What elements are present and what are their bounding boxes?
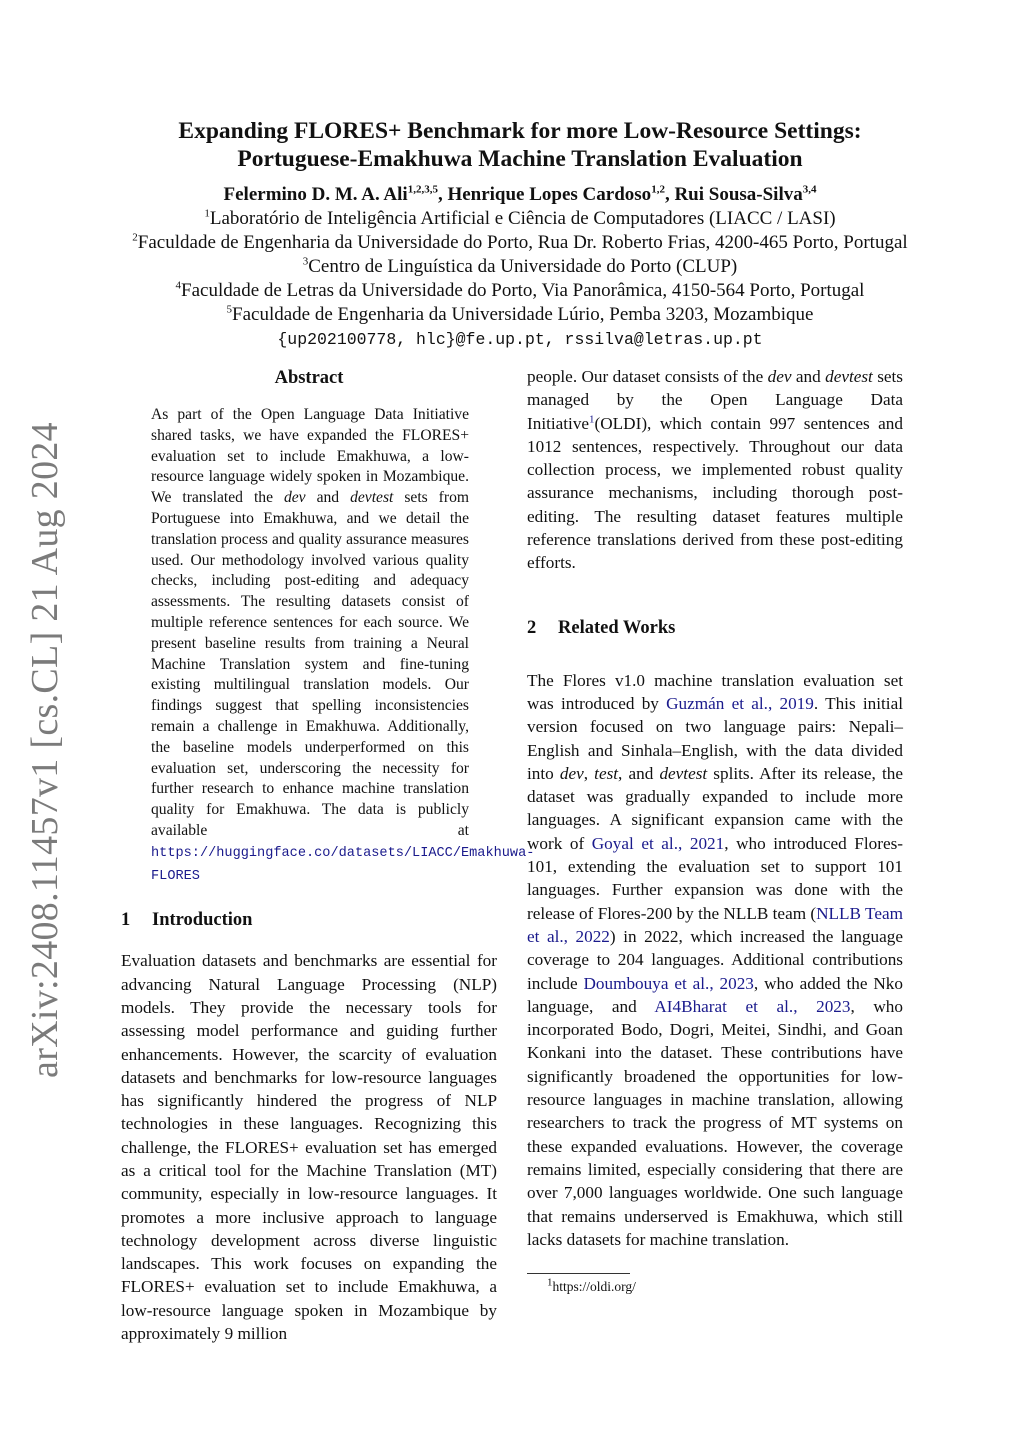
- section-title: Introduction: [152, 910, 253, 931]
- abstract-emph: dev: [283, 489, 306, 507]
- footnote-number: 1: [547, 1276, 553, 1289]
- body-emph: test: [594, 763, 619, 783]
- affiliation: [80, 231, 960, 255]
- author-affiliation-sup: 1,2: [651, 183, 665, 196]
- author-name: Rui Sousa-Silva: [674, 184, 803, 205]
- paper-header: [80, 117, 960, 352]
- section-heading-introduction: [121, 907, 497, 933]
- arxiv-sidebar: [20, 0, 70, 1448]
- footnote-text[interactable]: https://oldi.org/: [552, 1279, 636, 1295]
- intro-paragraph: Evaluation datasets and benchmarks are essential for advancing Natural Language Processing (NLP) models. They provide the necessary tools for assessing model performance and guiding further enhancements. However, the scarcity of evaluation datasets and benchmarks for low-resource languages has significantly hindered the progress of NLP technologies in these languages. Recognizing this challenge, the FLORES+ evaluation set has emerged as a critical tool for the Machine Translation (MT) community, especially in low-resource languages. It promotes a more inclusive approach to language technology development across diverse linguistic landscapes. This work focuses on expanding the FLORES+ evaluation set to include Emakhuwa, a low-resource language spoken in Mozambique by approximately 9 million: [121, 951, 497, 1344]
- body-text: ,: [583, 763, 595, 783]
- body-text: and: [791, 367, 826, 386]
- affiliation-text: Centro de Linguística da Universidade do Porto (CLUP): [308, 256, 738, 277]
- footnote-marker[interactable]: 1: [589, 412, 595, 425]
- intro-paragraph-continued: [527, 365, 903, 575]
- section-number: 1: [121, 910, 131, 931]
- title-line-1: Expanding FLORES+ Benchmark for more Low-Resource Settings:: [178, 118, 862, 144]
- author-name: Felermino D. M. A. Ali: [223, 184, 408, 205]
- affiliation: [80, 279, 960, 303]
- related-works-paragraph: [527, 669, 903, 1251]
- body-text: , who incorporated Bodo, Dogri, Meitei, Sindhi, and Goan Konkani into the dataset. These contributions have significantly broadened the opportunities for low-resource languages in machine translation, allowing researchers to track the progress of MT systems on these expanded evaluations. However, the coverage remains limited, especially considering that there are over 7,000 languages worldwide. One such language that remains underserved is Emakhuwa, which still lacks datasets for machine translation.: [527, 996, 903, 1249]
- author-name: Henrique Lopes Cardoso: [447, 184, 652, 205]
- paper-title: [80, 117, 960, 173]
- body-text: , who added the Nko language, and: [527, 973, 903, 1016]
- citation-link[interactable]: Guzmán et al., 2019: [666, 693, 814, 713]
- affiliation-text: Faculdade de Engenharia da Universidade Lúrio, Pemba 3203, Mozambique: [232, 304, 814, 325]
- abstract-text: As part of the Open Language Data Initiative shared tasks, we have expanded the FLORES+ evaluation set to include Emakhuwa, a low-resource language widely spoken in Mozambique. We translated the: [151, 406, 469, 507]
- body-text: people. Our dataset consists of the: [527, 367, 768, 386]
- affiliation: [80, 255, 960, 279]
- footnote-rule: [527, 1273, 630, 1274]
- footnote-area: [527, 1273, 903, 1296]
- body-text: , and: [618, 763, 660, 783]
- section-number: 2: [527, 617, 537, 638]
- body-text: sets managed by the Open Language Data Initiative: [527, 367, 903, 433]
- citation-link[interactable]: Goyal et al., 2021: [591, 833, 725, 853]
- author-list: [80, 183, 960, 207]
- left-column: [121, 365, 535, 1345]
- affiliation-number: 3: [302, 255, 309, 268]
- citation-link[interactable]: NLLB Team et al., 2022: [527, 903, 903, 946]
- author-affiliation-sup: 3,4: [802, 183, 817, 196]
- right-column: [527, 365, 903, 1296]
- affiliation-number: 4: [175, 279, 182, 292]
- body-text: The Flores v1.0 machine translation evaluation set was introduced by: [527, 670, 903, 713]
- body-text: (OLDI), which contain 997 sentences and 1012 sentences, respectively. Throughout our data collection process, we implemented robust quality assurance mechanisms, including thorough post-editing. The resulting dataset features multiple reference translations derived from these post-editing efforts.: [527, 413, 903, 573]
- abstract-text: sets from Portuguese into Emakhuwa, and we detail the translation process and quality assurance measures used. Our methodology involved various quality checks, including post-editing and adequacy assessments. The resulting datasets consist of multiple reference sentences for each source. We present baseline results from training a Neural Machine Translation system and fine-tuning existing multilingual translation models. Our findings suggest that spelling inconsistencies remain a challenge in Emakhuwa. Additionally, the baseline models underperformed on this evaluation set, underscoring the necessity for further research to enhance machine translation quality for Emakhuwa. The data is publicly available at: [151, 489, 469, 839]
- body-text: splits. After its release, the dataset was gradually expanded to include more languages. A significant expansion came with the work of: [527, 763, 903, 853]
- title-line-2: Portuguese-Emakhuwa Machine Translation Evaluation: [237, 146, 803, 172]
- body-emph: devtest: [825, 367, 873, 386]
- section-title: Related Works: [558, 617, 676, 638]
- author-separator: ,: [664, 184, 675, 205]
- affiliation: [80, 207, 960, 231]
- abstract-emph: devtest: [350, 489, 394, 507]
- affiliation-number: 1: [204, 207, 210, 220]
- footnote: [547, 1278, 903, 1296]
- body-emph: dev: [767, 367, 792, 386]
- body-text: , who introduced Flores-101, extending the evaluation set to support 101 languages. Further expansion was done with the release of Flores-200 by the NLLB team (: [527, 833, 903, 923]
- affiliation-number: 2: [132, 231, 138, 244]
- author-emails: {up202100778, hlc}@fe.up.pt, rssilva@letras.up.pt: [277, 330, 763, 349]
- affiliation-number: 5: [226, 303, 233, 316]
- abstract-body: [151, 405, 535, 887]
- arxiv-identifier: arXiv:2408.11457v1 [cs.CL] 21 Aug 2024: [24, 422, 66, 1078]
- author-separator: ,: [437, 184, 448, 205]
- affiliation: [80, 303, 960, 327]
- dataset-url-link[interactable]: https://huggingface.co/datasets/LIACC/Emakhuwa-FLORES: [151, 845, 535, 884]
- affiliation-text: Laboratório de Inteligência Artificial e Ciência de Computadores (LIACC / LASI): [209, 208, 836, 229]
- abstract-heading: Abstract: [274, 368, 344, 388]
- abstract-text: and: [305, 489, 351, 507]
- citation-link[interactable]: AI4Bharat et al., 2023: [654, 996, 851, 1016]
- body-text: ) in 2022, which increased the language coverage to 204 languages. Additional contributions include: [527, 926, 903, 993]
- citation-link[interactable]: Doumbouya et al., 2023: [583, 973, 754, 993]
- body-emph: dev: [559, 763, 584, 783]
- body-emph: devtest: [659, 763, 708, 783]
- affiliation-text: Faculdade de Letras da Universidade do Porto, Via Panorâmica, 4150-564 Porto, Portugal: [181, 280, 865, 301]
- affiliation-text: Faculdade de Engenharia da Universidade do Porto, Rua Dr. Roberto Frias, 4200-465 Porto, Portugal: [137, 232, 908, 253]
- section-heading-related-works: [527, 615, 903, 641]
- body-text: . This initial version focused on two language pairs: Nepali–English and Sinhala–English, with the data divided into: [527, 693, 903, 783]
- author-affiliation-sup: 1,2,3,5: [407, 183, 438, 196]
